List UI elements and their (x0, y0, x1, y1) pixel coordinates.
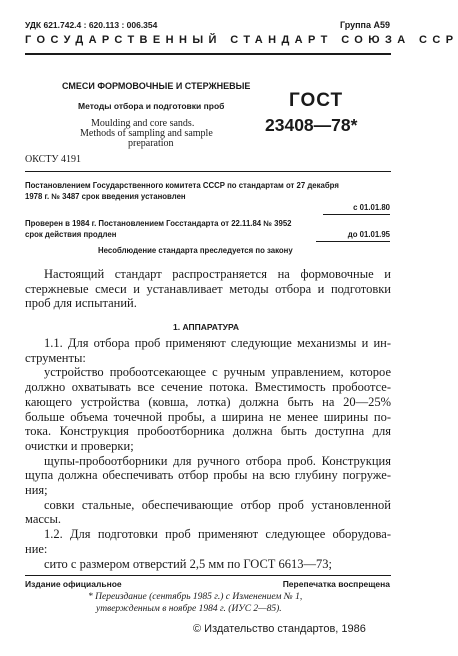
decree-date: с 01.01.80 (353, 203, 390, 212)
title-en-1: Moulding and core sands. (91, 118, 195, 129)
gost-number: 23408—78* (265, 115, 358, 135)
section-line: 1.1. Для отбора проб применяют следующие механизмы и ин- (44, 336, 391, 350)
intro-line: Настоящий стандарт распространяется на формовочные и (44, 267, 391, 281)
decree-line-1: Постановлением Государственного комитета СССР по стандартам от 27 декабря (25, 181, 339, 190)
banner: ГОСУДАРСТВЕННЫЙ СТАНДАРТ СОЮЗА ССР (25, 34, 458, 46)
section-line: должно охватывать все сечение потока. Вместимость пробоотсе- (25, 380, 391, 395)
section-line: струменты: (25, 350, 86, 365)
section-line: кающего устройства (ковша, лотка) должна быть на 20—25% (25, 394, 391, 409)
section-line: сито с размером отверстий 2,5 мм по ГОСТ 6613—73; (44, 556, 333, 571)
title-en-3: preparation (128, 138, 174, 149)
section-line: 1.2. Для подготовки проб применяют следующее оборудова- (44, 527, 391, 542)
checked-date: до 01.01.95 (347, 230, 390, 239)
footnote-line-2: утвержденным в ноябре 1984 г. (ИУС 2—85). (96, 604, 282, 614)
group-code: Группа А59 (339, 20, 390, 30)
section-line: щупа должна обеспечивать отбор пробы на всю глубину погруже- (25, 468, 391, 483)
section-line: массы. (25, 512, 61, 527)
section-line: щупы-пробоотборники для ручного отбора проб. Конструкция (44, 453, 391, 468)
section-line: больше объема точечной пробы, а ширина не менее ширины по- (25, 409, 391, 424)
title-en-2: Methods of sampling and sample (80, 128, 213, 139)
section-line: ния; (25, 483, 48, 498)
official-edition: Издание официальное (25, 579, 122, 589)
checked-date-rule (316, 241, 390, 242)
section-line: совки стальные, обеспечивающие отбор проб установленной (44, 497, 391, 512)
section-body (25, 336, 391, 571)
checked-line-2: срок действия продлен (25, 230, 117, 239)
section-line: тока. Конструкция пробоотборника должна быть доступна для (25, 424, 391, 439)
banner-rule (25, 53, 391, 55)
intro-paragraph (25, 267, 391, 311)
section-line: очистки и проверки; (25, 438, 134, 453)
copyright: © Издательство стандартов, 1986 (193, 623, 366, 635)
footer-rule (25, 575, 391, 576)
title-ru-sub: Методы отбора и подготовки проб (78, 101, 225, 111)
footnote-line-1: * Переиздание (сентябрь 1985 г.) с Изменением № 1, (88, 592, 303, 602)
udk-code: УДК 621.742.4 : 620.113 : 006.354 (25, 20, 158, 30)
section-line: устройство пробоотсекающее с ручным управлением, которое (44, 365, 391, 380)
title-ru-main: СМЕСИ ФОРМОВОЧНЫЕ И СТЕРЖНЕВЫЕ (62, 81, 251, 91)
okstu-code: ОКСТУ 4191 (25, 154, 82, 165)
intro-line: стержневые смеси и устанавливает методы отбора и подготовки (25, 281, 391, 296)
section-line: ние: (25, 541, 48, 556)
decree-date-rule (323, 214, 390, 215)
gost-label: ГОСТ (289, 90, 344, 111)
section-title: 1. АППАРАТУРА (173, 322, 240, 332)
checked-line-1: Проверен в 1984 г. Постановлением Госстандарта от 22.11.84 № 3952 (25, 219, 292, 228)
reprint-prohibited: Перепечатка воспрещена (282, 579, 390, 589)
warning-text: Несоблюдение стандарта преследуется по закону (98, 246, 293, 255)
decree-line-2: 1978 г. № 3487 срок введения установлен (25, 192, 186, 201)
intro-line: проб для испытаний. (25, 296, 137, 311)
okstu-rule (25, 171, 391, 172)
